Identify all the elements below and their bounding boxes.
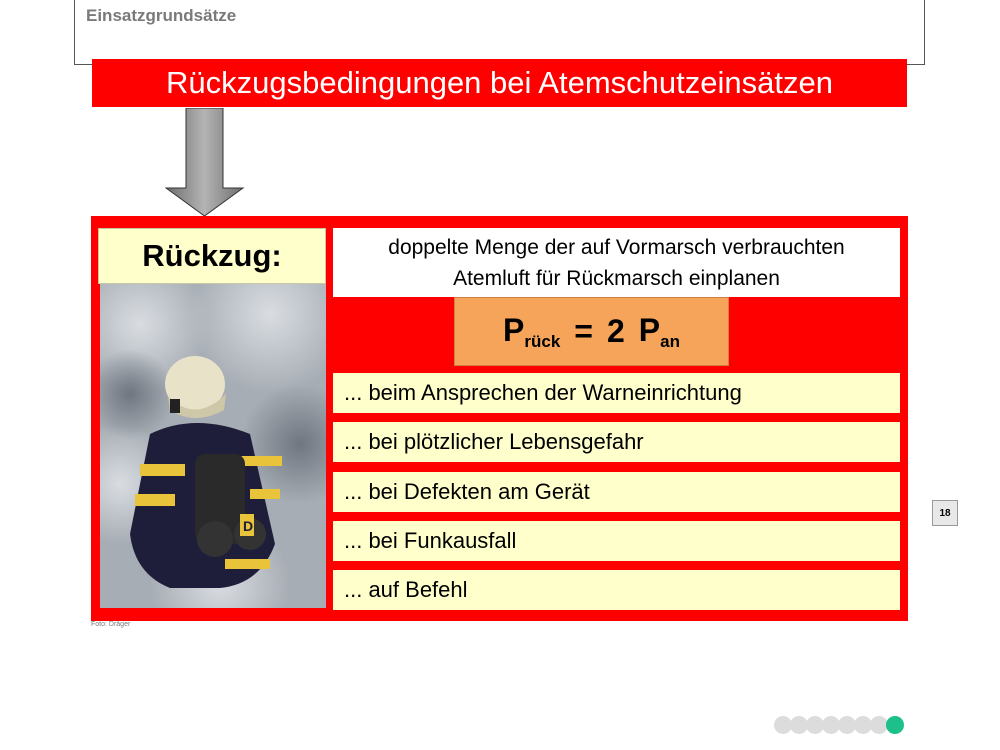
svg-text:D: D <box>243 518 254 534</box>
formula-equals: = <box>574 313 593 349</box>
info-line-2: Atemluft für Rückmarsch einplanen <box>453 266 780 290</box>
formula-p-an: $P_{an}$ <box>638 311 680 351</box>
retreat-label: Rückzug: <box>98 228 326 284</box>
section-label: Einsatzgrundsätze <box>86 6 237 25</box>
progress-dot <box>886 716 904 734</box>
down-arrow-icon <box>165 108 245 218</box>
condition-on-command: ... auf Befehl <box>333 570 900 610</box>
air-supply-info <box>333 228 900 297</box>
formula-box <box>454 297 729 366</box>
slide-progress <box>774 716 902 734</box>
page-number: 18 <box>932 500 958 526</box>
info-line-1: doppelte Menge der auf Vormarsch verbrauchten <box>388 235 845 259</box>
firefighter-photo <box>100 284 326 608</box>
condition-radio-failure: ... bei Funkausfall <box>333 521 900 561</box>
condition-equipment-defect: ... bei Defekten am Gerät <box>333 472 900 512</box>
condition-warning-device: ... beim Ansprechen der Warneinrichtung <box>333 373 900 413</box>
formula-coefficient: 2 <box>606 313 625 349</box>
photo-credit: Foto: Dräger <box>91 621 131 628</box>
formula-p-rueck: $P_{rück}$ <box>503 311 561 351</box>
condition-danger-to-life: ... bei plötzlicher Lebensgefahr <box>333 422 900 462</box>
firefighter-illustration <box>100 284 326 608</box>
slide-title: Rückzugsbedingungen bei Atemschutzeinsätzen <box>92 59 907 107</box>
